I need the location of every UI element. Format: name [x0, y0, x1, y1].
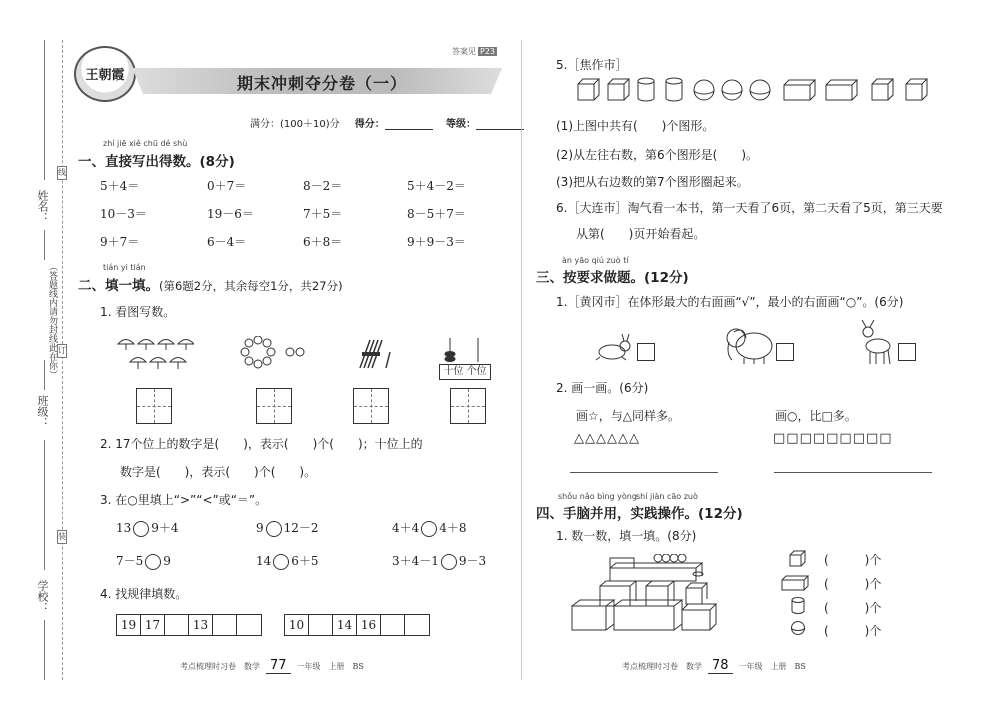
answer-reference: 答案见 P23	[452, 47, 496, 56]
binding-dashed-line	[62, 40, 63, 680]
binding-tag: 订	[57, 344, 67, 358]
question-5-3: (3)把从右边数的第7个图形圈起来。	[556, 175, 749, 189]
count-answer[interactable]: ( )个	[824, 624, 882, 638]
question-4-1: 1. 数一数，填一填。(8分)	[556, 529, 697, 543]
calc-item: 10－3＝	[100, 207, 147, 221]
name-label: 姓名：	[36, 190, 49, 223]
compare-item: 7－5 9	[116, 554, 171, 568]
count-answer[interactable]: ( )个	[824, 577, 882, 591]
answer-box[interactable]	[256, 388, 292, 424]
pinyin: àn yāo qiú zuò tí	[562, 256, 629, 265]
sequence-cell[interactable]	[237, 615, 261, 635]
triangles-row: △△△△△△	[574, 431, 640, 446]
compare-item: 3＋4－1 9－3	[392, 554, 487, 568]
abacus-picture	[436, 338, 492, 364]
page-title: 期末冲刺夺分卷（一）	[236, 74, 407, 93]
school-label: 学校：	[36, 580, 49, 613]
binding-line	[44, 40, 45, 180]
binding-tag: 装	[57, 530, 67, 544]
calc-item: 6－4＝	[207, 235, 247, 249]
cube-icon	[788, 550, 808, 568]
pinyin: tián yi tián	[103, 263, 146, 272]
sequence-cell[interactable]	[213, 615, 237, 635]
sequence-cell[interactable]	[165, 615, 189, 635]
abacus-label: 十位 个位	[439, 364, 491, 380]
cylinder-icon	[790, 596, 806, 616]
binding-tag: 线	[57, 166, 67, 180]
answer-square[interactable]	[898, 343, 916, 361]
elephant-picture	[724, 322, 776, 366]
compare-circle[interactable]	[266, 521, 282, 537]
binding-note: （答题线内请勿封线此在你）	[47, 262, 57, 379]
answer-box[interactable]	[450, 388, 486, 424]
sticks-picture	[356, 338, 392, 372]
calc-item: 6＋8＝	[303, 235, 343, 249]
binding-strip	[0, 0, 72, 708]
sphere-icon	[790, 620, 806, 636]
question-2-3: 3. 在○里填上“>”“<”或“＝”。	[100, 493, 268, 507]
calc-item: 7＋5＝	[303, 207, 343, 221]
calc-item: 8－5＋7＝	[407, 207, 466, 221]
binding-line	[44, 620, 45, 680]
pinyin: shǒu nǎo bìng yòng	[558, 492, 637, 501]
draw-answer-line[interactable]	[774, 472, 932, 473]
section-3-title: 三、按要求做题。(12分)	[536, 270, 689, 286]
question-2-1: 1. 看图写数。	[100, 305, 176, 319]
sequence-1	[116, 614, 262, 636]
question-6-cont: 从第( )页开始看起。	[576, 227, 706, 241]
compare-circle[interactable]	[133, 521, 149, 537]
compare-circle[interactable]	[273, 554, 289, 570]
circles-picture	[240, 336, 310, 372]
question-2-5: 5.［焦作市］	[556, 58, 628, 72]
question-6: 6.［大连市］淘气看一本书，第一天看了6页，第二天看了5页，第三天要	[556, 201, 943, 215]
count-answer[interactable]: ( )个	[824, 553, 882, 567]
draw-right-text: 画○，比□多。	[775, 409, 857, 423]
answer-box[interactable]	[353, 388, 389, 424]
calc-item: 9＋7＝	[100, 235, 140, 249]
binding-line	[44, 360, 45, 390]
calc-item: 5＋4＝	[100, 179, 140, 193]
page-divider	[521, 40, 522, 680]
question-5-1: (1)上图中共有( )个图形。	[556, 119, 715, 133]
sequence-cell[interactable]	[381, 615, 405, 635]
deer-picture	[858, 320, 898, 366]
cuboid-icon	[780, 574, 810, 592]
answer-square[interactable]	[776, 343, 794, 361]
question-2-2: 2. 17个位上的数字是( )，表示( )个( )；十位上的	[100, 437, 423, 451]
answer-box[interactable]	[136, 388, 172, 424]
calc-item: 19－6＝	[207, 207, 254, 221]
question-3-2: 2. 画一画。(6分)	[556, 381, 649, 395]
pinyin: zhí jiē xiě chū dé shù	[103, 139, 188, 148]
shapes-row	[576, 76, 934, 104]
compare-item: 4＋4 4＋8	[392, 521, 467, 535]
compare-item: 13 9＋4	[116, 521, 179, 535]
section-2-title: 二、填一填。(第6题2分，其余每空1分，共27分)	[78, 278, 343, 294]
mushrooms-picture	[116, 335, 194, 371]
squares-row: □□□□□□□□□	[773, 431, 893, 446]
compare-circle[interactable]	[441, 554, 457, 570]
calc-item: 5＋4－2＝	[407, 179, 466, 193]
score-line: 满分：(100＋10)分 得分： 等级：	[250, 115, 524, 130]
compare-item: 9 12－2	[256, 521, 319, 535]
footer-right: 考点梳理时习卷 数学 78 一年级 上册 BS	[622, 658, 806, 673]
question-2-4: 4. 找规律填数。	[100, 587, 188, 601]
compare-item: 14 6＋5	[256, 554, 319, 568]
sequence-cell[interactable]: 13	[189, 615, 213, 635]
sequence-cell[interactable]: 10	[285, 615, 309, 635]
sequence-2	[284, 614, 430, 636]
calc-item: 8－2＝	[303, 179, 343, 193]
sequence-cell[interactable]: 16	[357, 615, 381, 635]
blocks-picture	[570, 554, 720, 634]
sequence-cell[interactable]: 17	[141, 615, 165, 635]
footer-left: 考点梳理时习卷 数学 77 一年级 上册 BS	[180, 658, 364, 673]
sequence-cell[interactable]: 19	[117, 615, 141, 635]
compare-circle[interactable]	[421, 521, 437, 537]
sequence-cell[interactable]	[405, 615, 429, 635]
sequence-cell[interactable]: 14	[333, 615, 357, 635]
brand-logo: 王朝霞	[74, 46, 136, 102]
calc-item: 0＋7＝	[207, 179, 247, 193]
binding-line	[44, 230, 45, 260]
class-label: 班级：	[36, 395, 49, 428]
draw-answer-line[interactable]	[570, 472, 718, 473]
draw-left-text: 画☆，与△同样多。	[576, 409, 680, 423]
question-5-2: (2)从左往右数，第6个图形是( )。	[556, 148, 758, 162]
sequence-cell[interactable]	[309, 615, 333, 635]
section-4-title: 四、手脑并用，实践操作。(12分)	[536, 506, 743, 522]
question-3-1: 1.［黄冈市］在体形最大的右面画“√”，最小的右面画“○”。(6分)	[556, 295, 904, 309]
pinyin: shí jiàn cāo zuò	[636, 492, 698, 501]
binding-line	[44, 440, 45, 570]
count-answer[interactable]: ( )个	[824, 601, 882, 615]
compare-circle[interactable]	[145, 554, 161, 570]
rabbit-picture	[592, 334, 632, 362]
answer-square[interactable]	[637, 343, 655, 361]
section-1-title: 一、直接写出得数。(8分)	[78, 154, 235, 170]
calc-item: 9＋9－3＝	[407, 235, 466, 249]
question-2-2-cont: 数字是( )，表示( )个( )。	[120, 465, 317, 479]
